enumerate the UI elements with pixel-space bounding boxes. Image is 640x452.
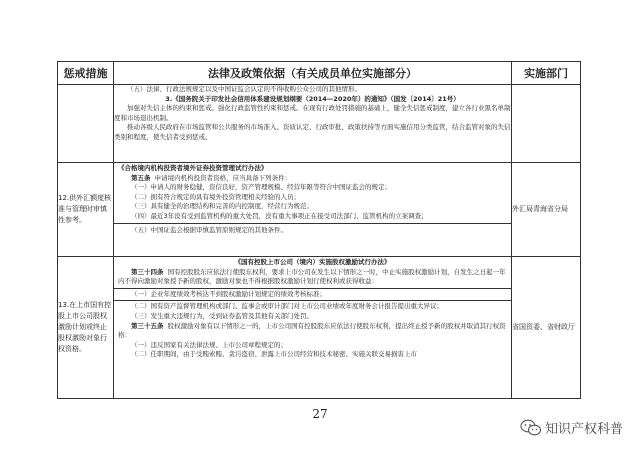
basis-item: （四）最近3年没有受到监管机构的重大处罚，没有重大事项正在接受司法部门、监管机构的立案调查； bbox=[131, 211, 428, 220]
basis-cell bbox=[114, 257, 512, 399]
watermark bbox=[520, 418, 623, 437]
measure-cell-empty bbox=[58, 85, 114, 163]
basis-item: （二）拥有符合规定的具有境外投资管理相关经验的人员； bbox=[131, 192, 300, 201]
basis-item: （二）任职期间，由于受贿索贿、贪污盗窃、泄露上市公司经营和技术秘密、实施关联交易损害上市 bbox=[131, 350, 417, 359]
basis-cell bbox=[114, 85, 512, 163]
basis-law-title: 《国有控股上市公司（境内）实施股权激励试行办法》 bbox=[234, 258, 391, 266]
article-label: 第三十四条 bbox=[131, 267, 164, 276]
watermark-text: 知识产权科普 bbox=[545, 422, 624, 437]
table-header-row bbox=[58, 62, 581, 85]
basis-law-title: 《合格境内机构投资者境外证券投资管理试行办法》 bbox=[118, 164, 268, 172]
basis-item: （三）具有健全的治理结构和完善的内控制度，经营行为规范； bbox=[131, 202, 313, 211]
article-text: 国有控股股东应依法行使股东权利，要求上市公司在发生以下情形之一时，中止实施股权激励计划，自发生之日起一年内不得向激励对象授予新的股权，激励对象也不得根据股权激励计划行使权利或获得收益： bbox=[118, 267, 506, 286]
article-label: 第三十五条 bbox=[131, 321, 164, 330]
basis-item: （三）发生重大违规行为，受到证券监管及其他有关部门处罚。 bbox=[131, 311, 313, 320]
basis-item: （五）中国证监会根据审慎监管原则规定的其他条件。 bbox=[131, 225, 287, 234]
policy-table bbox=[57, 61, 581, 399]
basis-item: （二）国有资产监督管理机构或部门、监事会或审计部门对上市公司业绩或年度财务会计报告提出重大异议； bbox=[131, 302, 443, 311]
basis-law-title: 3.《国务院关于印发社会信用体系建设规划纲要（2014—2020年）的通知》（国发〔2014〕21号） bbox=[165, 94, 460, 103]
dept-cell: 省国资委、省财政厅 bbox=[512, 257, 581, 399]
basis-item: （一）违反国家有关法律法规、上市公司章程规定的； bbox=[131, 340, 287, 349]
basis-item: （一）申请人的财务稳健，资信良好，资产管理规模、经营年限等符合中国证监会的规定； bbox=[131, 183, 391, 192]
table-row bbox=[58, 163, 581, 257]
basis-line: （五）法律、行政法规规定以及中国证监会认定的不得收购公众公司的其他情形。 bbox=[127, 85, 361, 93]
article-label: 第五条 bbox=[131, 173, 151, 182]
table-row bbox=[58, 85, 581, 163]
article-text: 申请境内机构投资者资格，应当具备下列条件： bbox=[154, 173, 292, 182]
measure-cell: 12.供外汇额度核准与管理时审慎性参考。 bbox=[58, 163, 114, 257]
header-measure: 惩戒措施 bbox=[58, 62, 114, 85]
article-text: 股权激励对象有以下情形之一的，上市公司国有控股股东应依法行使股东权利，提出终止授予新的股权并取消其行权资格： bbox=[118, 321, 506, 340]
table-row bbox=[58, 257, 581, 399]
wechat-icon bbox=[520, 419, 542, 437]
header-basis: 法律及政策依据（有关成员单位实施部分） bbox=[114, 62, 512, 85]
basis-cell bbox=[114, 163, 512, 257]
basis-line: 推动各级人民政府在市场监管和公共服务的市场准入、资质认定、行政审批、政策扶持等方面实施信用分类监管，结合监管对象的失信类别和程度，使失信者受到惩戒。 bbox=[114, 123, 511, 141]
header-dept: 实施部门 bbox=[512, 62, 581, 85]
page-number: 27 bbox=[312, 407, 328, 421]
dept-cell-empty bbox=[512, 85, 581, 163]
measure-cell: 13.在上市国有控股上市公司股权激励计划或终止股权激励对象行权资格。 bbox=[58, 257, 114, 399]
basis-item: （一）企业年度绩效考核达不到股权激励计划规定的绩效考核标准； bbox=[131, 289, 326, 298]
dept-cell: 外汇局青海省分局 bbox=[512, 163, 581, 257]
basis-line: 加强对失信主体的约束和惩戒。强化行政监管性约束和惩戒。在现有行政处罚措施的基础上，健全失信惩戒制度，建立各行业黑名单制度和市场退出机制。 bbox=[114, 104, 511, 122]
